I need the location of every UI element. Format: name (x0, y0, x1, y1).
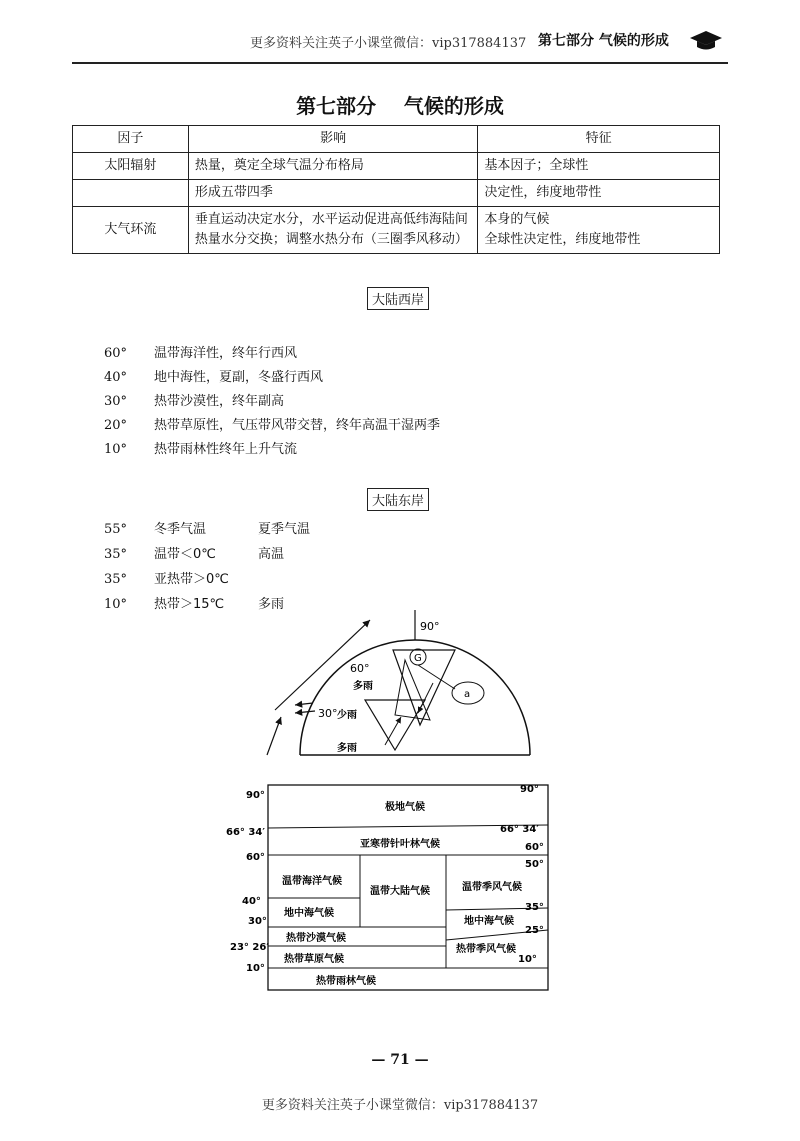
table-row (73, 153, 720, 180)
right-lat-label: 50° (525, 859, 544, 870)
triangle-shape (365, 700, 425, 750)
climate-desc: 温带海洋性，终年行西风 (154, 346, 298, 361)
pointer-line (418, 665, 455, 689)
factor-cell: 大气环流 (73, 207, 189, 254)
circulation-diagram (255, 605, 555, 765)
east-coast-row (104, 543, 284, 562)
east-coast-row (104, 568, 258, 587)
summer-temp: 多雨 (258, 597, 285, 612)
winter-temp: 温带＜0℃ (154, 547, 216, 562)
latitude-label: 10° (104, 442, 128, 457)
feature-line: 全球性决定性，纬度地带性 (484, 232, 641, 247)
latitude-label: 60° (104, 346, 128, 361)
wind-arrow (295, 711, 315, 713)
effect-cell: 垂直运动决定水分，水平运动促进高低纬海陆间热量水分交换；调整水热分布（三圈季风移动） (188, 207, 478, 254)
left-lat-label: 60° (246, 852, 265, 863)
right-lat-label: 25° (525, 925, 544, 936)
left-lat-label: 30° (248, 916, 267, 927)
table-header: 影响 (188, 126, 478, 153)
zone-mediterranean-west: 地中海气候 (284, 908, 334, 919)
right-lat-label: 10° (518, 954, 537, 965)
latitude-label: 30° (104, 394, 128, 409)
latitude-label: 35° (104, 547, 128, 562)
left-lat-label: 40° (242, 896, 261, 907)
circle-a-label: a (464, 689, 471, 700)
right-lat-label: 35° (525, 902, 544, 913)
page-title: 第七部分 气候的形成 (296, 94, 504, 118)
feature-line: 本身的气候 (484, 212, 550, 227)
left-lat-label: 23° 26′ (230, 942, 269, 953)
west-coast-row (104, 366, 323, 385)
footer-promo: 更多资料关注英子小课堂微信：vip317884137 (261, 1098, 539, 1113)
table-header-row (73, 126, 720, 153)
factor-cell: 太阳辐射 (73, 153, 189, 180)
climate-desc: 热带沙漠性，终年副高 (154, 394, 285, 409)
table-header: 因子 (73, 126, 189, 153)
feature-cell (478, 207, 720, 254)
effect-cell: 形成五带四季 (188, 180, 478, 207)
wind-arrow (295, 703, 313, 705)
wind-arrow (267, 717, 281, 755)
circle-g-label: G (414, 653, 422, 664)
right-lat-label: 60° (525, 842, 544, 853)
factors-table (72, 125, 720, 254)
winter-temp: 热带＞15℃ (154, 597, 225, 612)
west-coast-row (104, 390, 284, 409)
lat-30-label: 30° (318, 707, 338, 720)
flow-arrow (385, 717, 401, 745)
right-lat-label: 90° (520, 784, 539, 795)
right-lat-label: 66° 34′ (500, 824, 539, 835)
table-row (73, 207, 720, 254)
climate-desc: 地中海性，夏副，冬盛行西风 (154, 370, 324, 385)
west-coast-row (104, 342, 297, 361)
rain-label: 少雨 (337, 710, 357, 721)
table-header: 特征 (478, 126, 720, 153)
west-coast-label: 大陆西岸 (367, 287, 429, 310)
latitude-label: 10° (104, 597, 128, 612)
page-number: — 71 — (371, 1052, 429, 1068)
summer-temp: 高温 (258, 547, 285, 562)
winter-temp: 亚热带＞0℃ (154, 572, 229, 587)
zone-tropical-desert: 热带沙漠气候 (286, 933, 346, 944)
zone-mediterranean-east: 地中海气候 (464, 916, 514, 927)
feature-cell: 基本因子；全球性 (478, 153, 720, 180)
header-divider (72, 62, 728, 64)
zone-tropical-savanna: 热带草原气候 (284, 954, 344, 965)
pole-label: 90° (420, 620, 440, 633)
east-coast-row (104, 518, 310, 537)
latitude-label: 55° (104, 522, 128, 537)
zone-temperate-maritime: 温带海洋气候 (282, 876, 342, 887)
climate-desc: 热带草原性，气压带风带交替，终年高温干湿两季 (154, 418, 441, 433)
latitude-label: 35° (104, 572, 128, 587)
latitude-label: 40° (104, 370, 128, 385)
left-lat-label: 66° 34′ (226, 827, 265, 838)
zone-temperate-monsoon: 温带季风气候 (462, 882, 522, 893)
zone-subarctic: 亚寒带针叶林气候 (360, 839, 440, 850)
summer-temp: 夏季气温 (258, 522, 311, 537)
west-coast-row (104, 414, 440, 433)
header-promo: 更多资料关注英子小课堂微信：vip317884137 (250, 36, 527, 51)
zone-tropical-monsoon: 热带季风气候 (456, 944, 516, 955)
zone-temperate-continental: 温带大陆气候 (370, 886, 430, 897)
climate-desc: 热带雨林性终年上升气流 (154, 442, 298, 457)
left-lat-label: 10° (246, 963, 265, 974)
latitude-label: 20° (104, 418, 128, 433)
effect-cell: 热量，奠定全球气温分布格局 (188, 153, 478, 180)
feature-cell: 决定性，纬度地带性 (478, 180, 720, 207)
triangle-shape (393, 650, 455, 725)
table-row (73, 180, 720, 207)
rain-label: 多雨 (337, 743, 357, 754)
zone-tropical-rainforest: 热带雨林气候 (316, 976, 376, 987)
zone-polar: 极地气候 (385, 802, 425, 813)
winter-temp: 冬季气温 (154, 522, 207, 537)
climate-zones-diagram (220, 780, 560, 995)
header-section-title: 第七部分 气候的形成 (538, 33, 669, 49)
left-lat-label: 90° (246, 790, 265, 801)
rain-label: 多雨 (353, 681, 373, 692)
lat-60-label: 60° (350, 662, 370, 675)
west-coast-row (104, 438, 297, 457)
factor-cell (73, 180, 189, 207)
graduation-cap-icon (688, 28, 724, 52)
east-coast-label: 大陆东岸 (367, 488, 429, 511)
